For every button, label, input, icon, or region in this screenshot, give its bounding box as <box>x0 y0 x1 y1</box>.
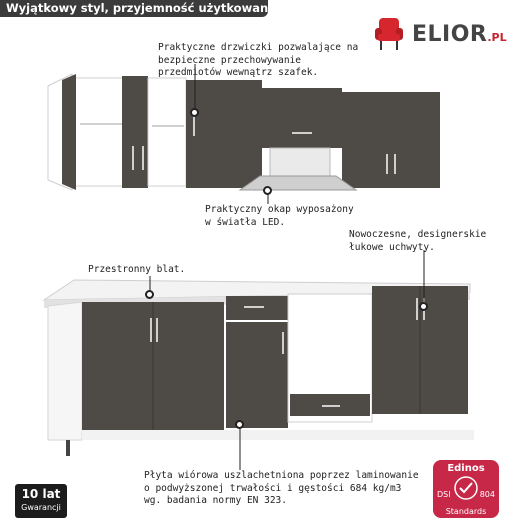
upper-open-shelf-right <box>148 78 186 186</box>
warranty-badge: 10 lat Gwarancji <box>15 484 67 518</box>
brand-name: ELIOR.PL <box>412 22 507 47</box>
callout-dot-hood <box>263 186 272 195</box>
callout-board: Płyta wiórowa uszlachetniona poprzez laminowanie o podwyższonej trwałości i gęstości 684 kg/m3 wg. badania normy EN 323. <box>144 470 419 506</box>
top-banner: Wyjątkowy styl, przyjemność użytkowania! <box>0 0 268 17</box>
lower-door-middle <box>226 322 288 428</box>
callout-dot-countertop <box>145 290 154 299</box>
callout-dot-handles <box>419 302 428 311</box>
callout-hood: Praktyczny okap wyposażony w światła LED. <box>205 204 354 228</box>
upper-door-large-left <box>186 80 262 188</box>
callout-dot-board <box>235 420 244 429</box>
lower-side-panel <box>48 302 82 440</box>
callout-doors: Praktyczne drzwiczki pozwalające na bezpieczne przechowywanie przedmiotów wewnątrz szafek. <box>158 42 359 78</box>
upper-door-right <box>342 92 440 188</box>
callout-handles: Nowoczesne, designerskie łukowe uchwyty. <box>349 229 487 253</box>
upper-open-shelf-left <box>72 78 126 186</box>
upper-door-narrow <box>122 76 148 188</box>
upper-door-hood <box>262 88 342 148</box>
callout-dot-doors <box>190 108 199 117</box>
upper-side-door-left <box>62 74 76 190</box>
certificate-badge: Edinos DSI 804 Standards <box>433 460 499 518</box>
certificate-seal-icon <box>451 475 481 501</box>
callout-countertop: Przestronny blat. <box>88 264 186 275</box>
